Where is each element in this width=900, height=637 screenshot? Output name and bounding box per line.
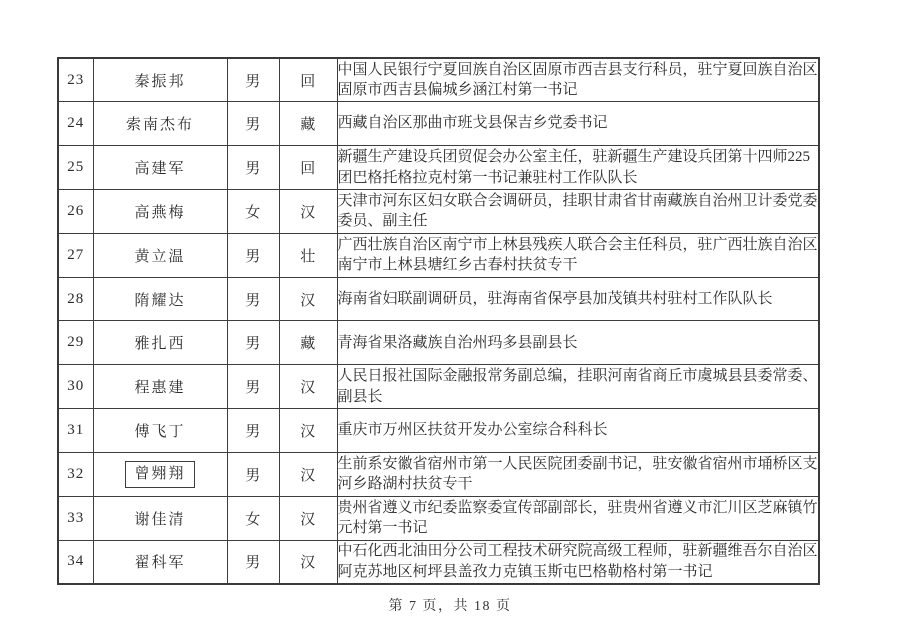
ethnicity-cell: 汉: [279, 365, 337, 409]
gender-cell: 男: [227, 277, 279, 321]
table-row: [58, 496, 819, 540]
name-cell: 秦振邦: [93, 58, 227, 102]
table-row: [58, 233, 819, 277]
description-cell: 人民日报社国际金融报常务副总编，挂职河南省商丘市虞城县县委常委、副县长: [337, 365, 819, 409]
description-cell: 中石化西北油田分公司工程技术研究院高级工程师，驻新疆维吾尔自治区阿克苏地区柯坪县盖孜力克镇玉斯屯巴格勒格村第一书记: [337, 540, 819, 584]
row-number-cell: 29: [58, 321, 93, 365]
row-number-cell: 25: [58, 146, 93, 190]
page-number-footer: 第 7 页，共 18 页: [388, 599, 512, 614]
table-row: [58, 146, 819, 190]
gender-cell: 男: [227, 102, 279, 146]
table-row: [58, 189, 819, 233]
name-cell: [93, 452, 227, 496]
description-cell: 贵州省遵义市纪委监察委宣传部副部长，驻贵州省遵义市汇川区芝麻镇竹元村第一书记: [337, 496, 819, 540]
gender-cell: 男: [227, 58, 279, 102]
description-cell: 海南省妇联副调研员，驻海南省保亭县加茂镇共村驻村工作队队长: [337, 277, 819, 321]
roster-table-body: [58, 58, 819, 584]
ethnicity-cell: 回: [279, 146, 337, 190]
name-cell: 黄立温: [93, 233, 227, 277]
ethnicity-cell: 藏: [279, 102, 337, 146]
gender-cell: 男: [227, 452, 279, 496]
row-number-cell: 24: [58, 102, 93, 146]
description-cell: 广西壮族自治区南宁市上林县残疾人联合会主任科员，驻广西壮族自治区南宁市上林县塘红乡古春村扶贫专干: [337, 233, 819, 277]
table-row: [58, 452, 819, 496]
name-cell: 隋耀达: [93, 277, 227, 321]
ethnicity-cell: 汉: [279, 496, 337, 540]
name-cell: 索南杰布: [93, 102, 227, 146]
ethnicity-cell: 汉: [279, 409, 337, 453]
name-cell: 高建军: [93, 146, 227, 190]
row-number-cell: 23: [58, 58, 93, 102]
row-number-cell: 33: [58, 496, 93, 540]
row-number-cell: 31: [58, 409, 93, 453]
table-row: [58, 277, 819, 321]
table-row: [58, 365, 819, 409]
name-cell: 谢佳清: [93, 496, 227, 540]
gender-cell: 男: [227, 321, 279, 365]
ethnicity-cell: 汉: [279, 452, 337, 496]
deceased-name-box: 曾翙翔: [125, 461, 194, 488]
ethnicity-cell: 汉: [279, 189, 337, 233]
row-number-cell: 26: [58, 189, 93, 233]
description-cell: 中国人民银行宁夏回族自治区固原市西吉县支行科员，驻宁夏回族自治区固原市西吉县偏城乡涵江村第一书记: [337, 58, 819, 102]
description-cell: 西藏自治区那曲市班戈县保吉乡党委书记: [337, 102, 819, 146]
gender-cell: 女: [227, 189, 279, 233]
name-cell: 高燕梅: [93, 189, 227, 233]
row-number-cell: 28: [58, 277, 93, 321]
gender-cell: 男: [227, 146, 279, 190]
ethnicity-cell: 回: [279, 58, 337, 102]
row-number-cell: 30: [58, 365, 93, 409]
name-cell: 程惠建: [93, 365, 227, 409]
ethnicity-cell: 藏: [279, 321, 337, 365]
row-number-cell: 32: [58, 452, 93, 496]
table-row: [58, 409, 819, 453]
table-row: [58, 102, 819, 146]
description-cell: 天津市河东区妇女联合会调研员，挂职甘肃省甘南藏族自治州卫计委党委委员、副主任: [337, 189, 819, 233]
gender-cell: 男: [227, 540, 279, 584]
name-cell: 雅扎西: [93, 321, 227, 365]
description-cell: 青海省果洛藏族自治州玛多县副县长: [337, 321, 819, 365]
gender-cell: 男: [227, 365, 279, 409]
table-row: [58, 58, 819, 102]
ethnicity-cell: 汉: [279, 540, 337, 584]
table-row: [58, 321, 819, 365]
description-cell: 生前系安徽省宿州市第一人民医院团委副书记，驻安徽省宿州市埇桥区支河乡路湖村扶贫专干: [337, 452, 819, 496]
ethnicity-cell: 壮: [279, 233, 337, 277]
ethnicity-cell: 汉: [279, 277, 337, 321]
name-cell: 傅飞丁: [93, 409, 227, 453]
description-cell: 新疆生产建设兵团贸促会办公室主任，驻新疆生产建设兵团第十四师225团巴格托格拉克村第一书记兼驻村工作队队长: [337, 146, 819, 190]
row-number-cell: 27: [58, 233, 93, 277]
gender-cell: 男: [227, 233, 279, 277]
gender-cell: 男: [227, 409, 279, 453]
table-row: [58, 540, 819, 584]
name-cell: 翟科军: [93, 540, 227, 584]
gender-cell: 女: [227, 496, 279, 540]
roster-table: [57, 57, 820, 585]
row-number-cell: 34: [58, 540, 93, 584]
description-cell: 重庆市万州区扶贫开发办公室综合科科长: [337, 409, 819, 453]
